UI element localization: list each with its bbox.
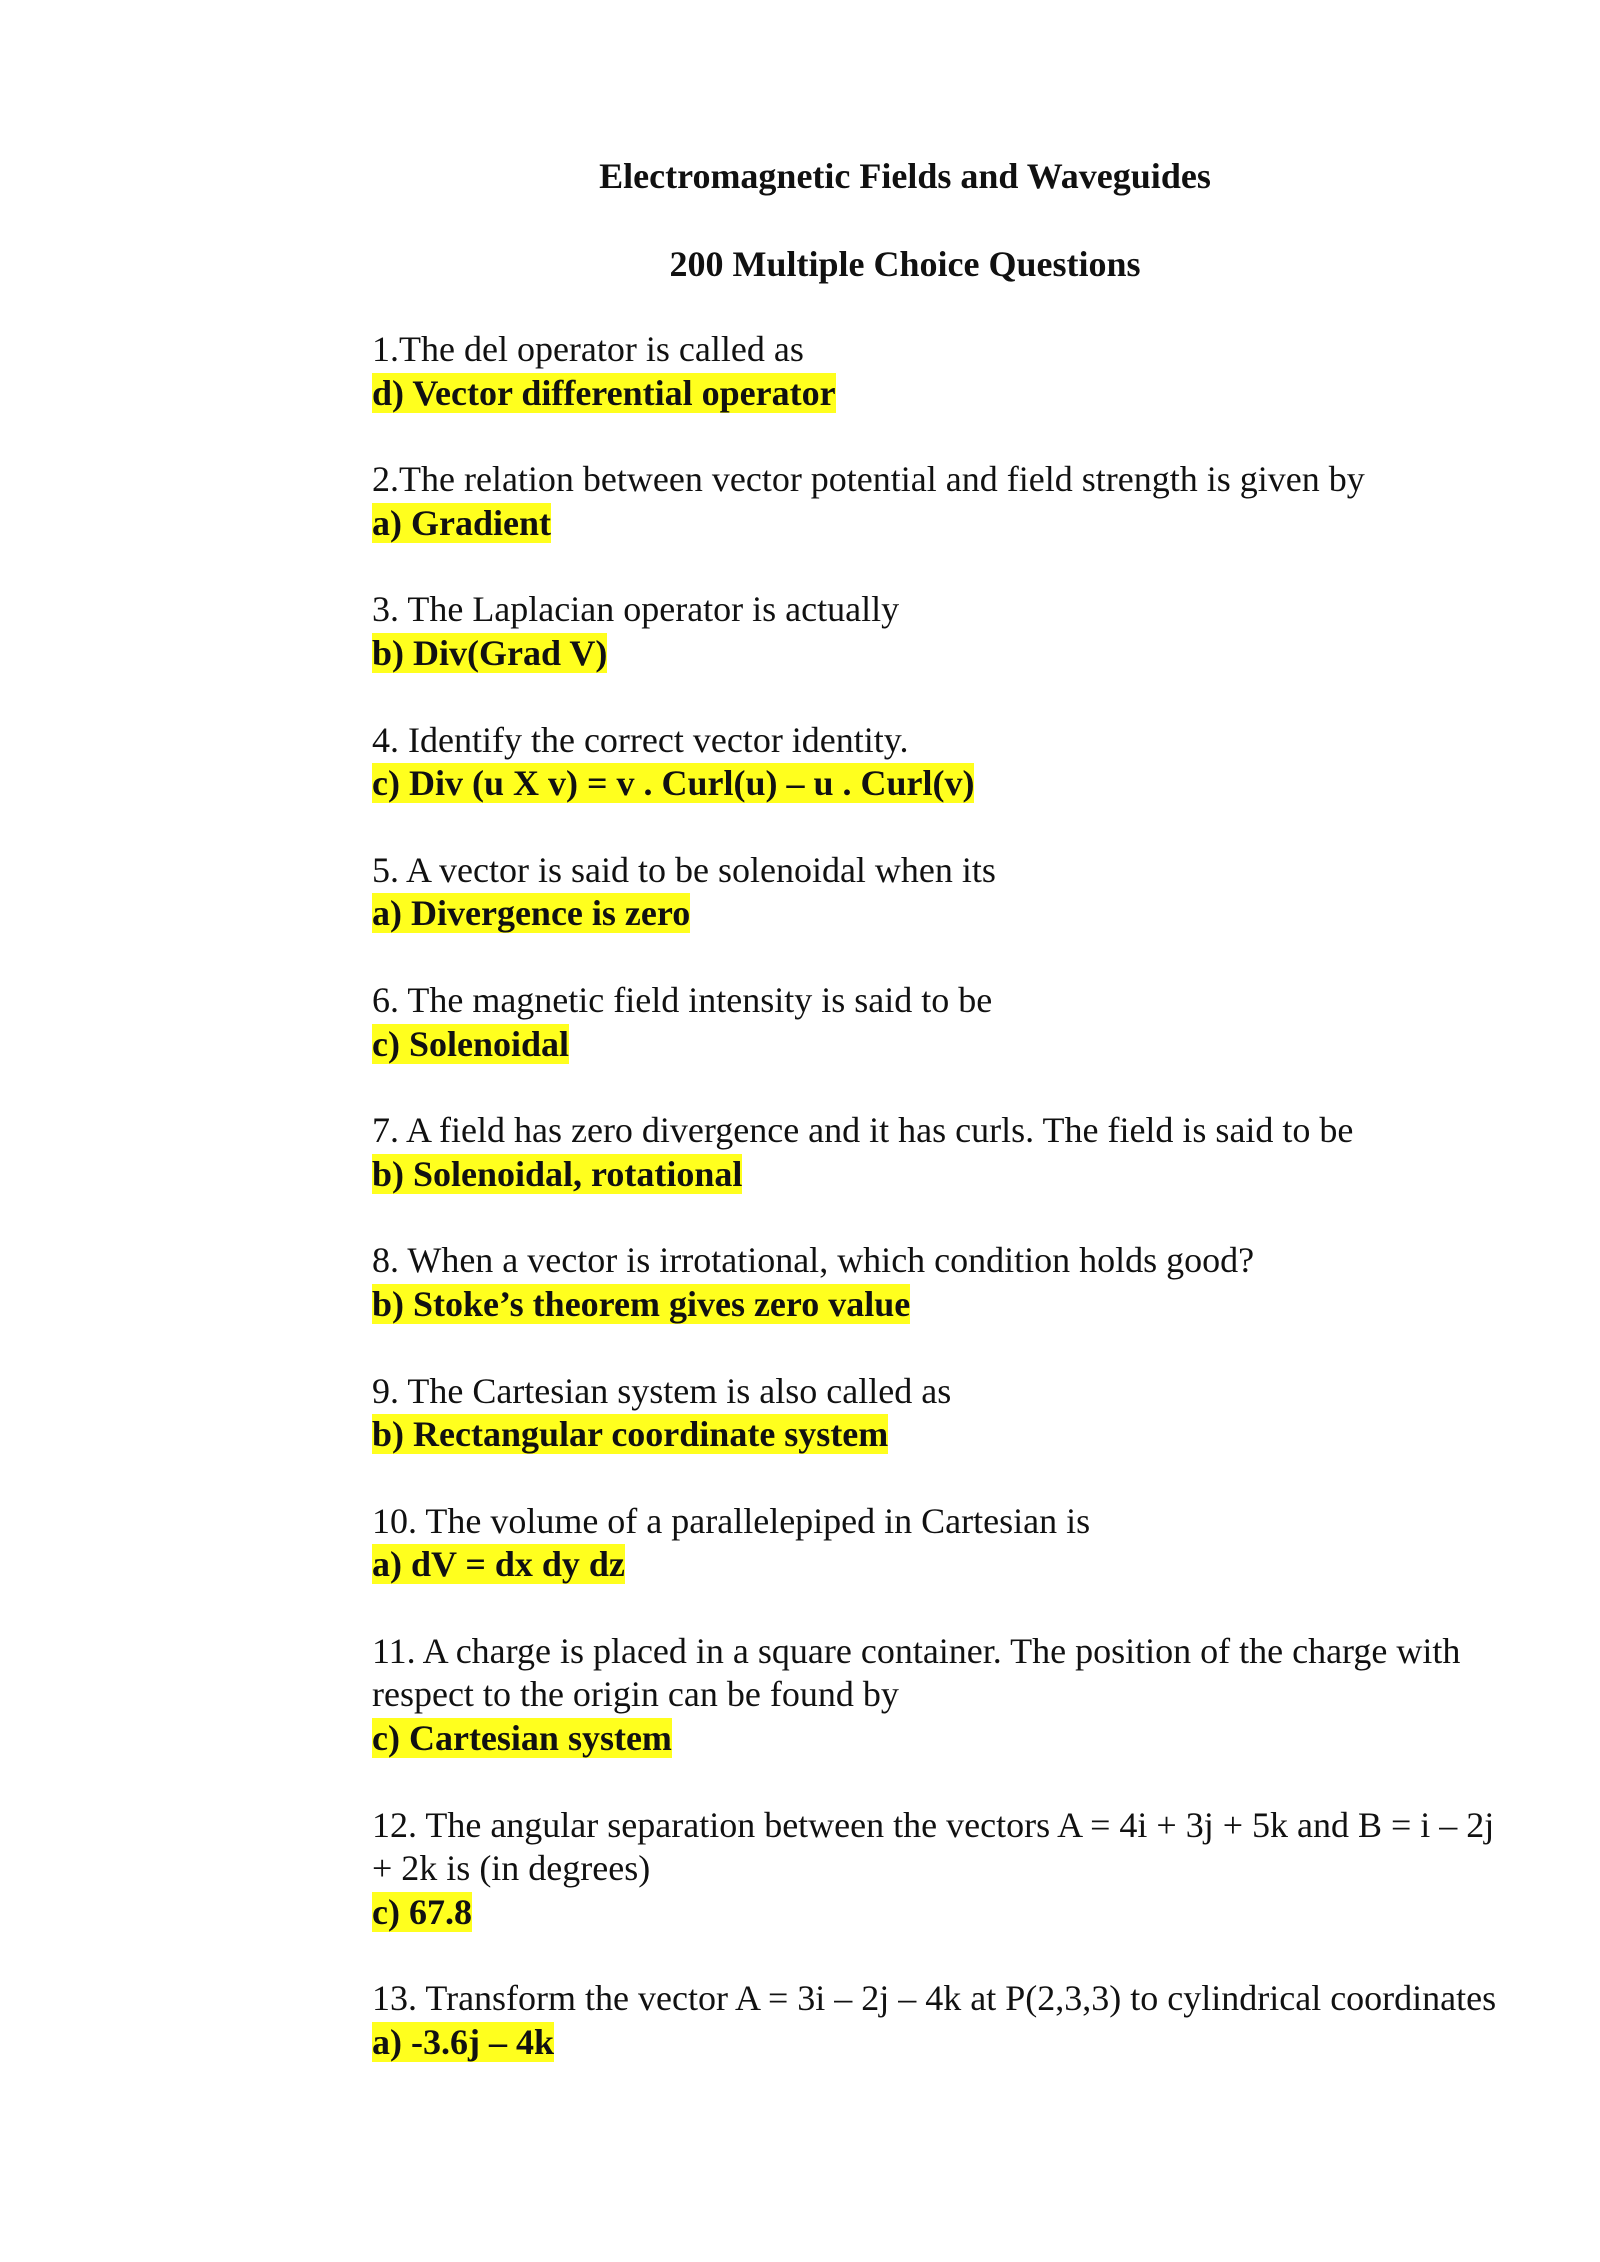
- question-text: 2.The relation between vector potential and field strength is given by: [372, 459, 1365, 500]
- question-text: 1.The del operator is called as: [372, 329, 804, 369]
- answer-line: [372, 892, 1502, 936]
- answer-highlight: b) Div(Grad V): [372, 632, 608, 673]
- question-text: 4. Identify the correct vector identity.: [372, 719, 909, 760]
- answer-highlight: a) Divergence is zero: [372, 893, 691, 934]
- question-text: 5. A vector is said to be solenoidal when its: [372, 849, 996, 890]
- question-item: [372, 1109, 1502, 1196]
- answer-line: [372, 1543, 1502, 1587]
- answer-highlight: c) Solenoidal: [372, 1023, 570, 1064]
- question-text: 13. Transform the vector A = 3i – 2j – 4k at P(2,3,3) to cylindrical coordinates: [372, 1978, 1497, 2019]
- answer-line: [372, 1283, 1502, 1327]
- question-item: [372, 1977, 1502, 2064]
- question-text: 9. The Cartesian system is also called as: [372, 1370, 952, 1411]
- answer-line: [372, 762, 1502, 806]
- question-item: [372, 719, 1502, 806]
- answer-highlight: b) Stoke’s theorem gives zero value: [372, 1283, 911, 1324]
- answer-line: [372, 1717, 1502, 1761]
- answer-line: [372, 1153, 1502, 1197]
- question-text: 12. The angular separation between the vectors A = 4i + 3j + 5k and B = i – 2j + 2k is (in degrees): [372, 1804, 1495, 1889]
- answer-highlight: a) dV = dx dy dz: [372, 1544, 625, 1585]
- question-item: [372, 849, 1502, 936]
- question-item: [372, 1630, 1502, 1761]
- answer-highlight: a) Gradient: [372, 502, 551, 543]
- question-text: 11. A charge is placed in a square container. The position of the charge with respect to the origin can be found by: [372, 1630, 1461, 1715]
- answer-highlight: a) -3.6j – 4k: [372, 2022, 554, 2063]
- question-item: [372, 458, 1502, 545]
- answer-highlight: c) Div (u X v) = v . Curl(u) – u . Curl(v): [372, 763, 975, 804]
- question-item: [372, 1804, 1502, 1935]
- question-item: [372, 328, 1502, 415]
- question-text: 8. When a vector is irrotational, which condition holds good?: [372, 1240, 1255, 1281]
- answer-highlight: c) Cartesian system: [372, 1718, 672, 1759]
- answer-highlight: d) Vector differential operator: [372, 372, 836, 413]
- question-text: 7. A field has zero divergence and it has curls. The field is said to be: [372, 1110, 1354, 1151]
- question-item: [372, 588, 1502, 675]
- question-text: 10. The volume of a parallelepiped in Cartesian is: [372, 1500, 1091, 1541]
- answer-line: [372, 372, 1502, 416]
- question-text: 3. The Laplacian operator is actually: [372, 589, 900, 630]
- document-subtitle: 200 Multiple Choice Questions: [669, 244, 1141, 284]
- answer-line: [372, 1023, 1502, 1067]
- document-title: Electromagnetic Fields and Waveguides: [599, 156, 1211, 196]
- answer-highlight: b) Solenoidal, rotational: [372, 1153, 743, 1194]
- answer-highlight: c) 67.8: [372, 1891, 472, 1932]
- answer-line: [372, 2021, 1502, 2065]
- answer-line: [372, 632, 1502, 676]
- question-item: [372, 1370, 1502, 1457]
- question-text: 6. The magnetic field intensity is said to be: [372, 979, 993, 1020]
- answer-line: [372, 502, 1502, 546]
- question-item: [372, 1239, 1502, 1326]
- question-item: [372, 1500, 1502, 1587]
- question-item: [372, 979, 1502, 1066]
- answer-line: [372, 1413, 1502, 1457]
- answer-highlight: b) Rectangular coordinate system: [372, 1414, 889, 1455]
- answer-line: [372, 1891, 1502, 1935]
- question-list: [372, 328, 1502, 2108]
